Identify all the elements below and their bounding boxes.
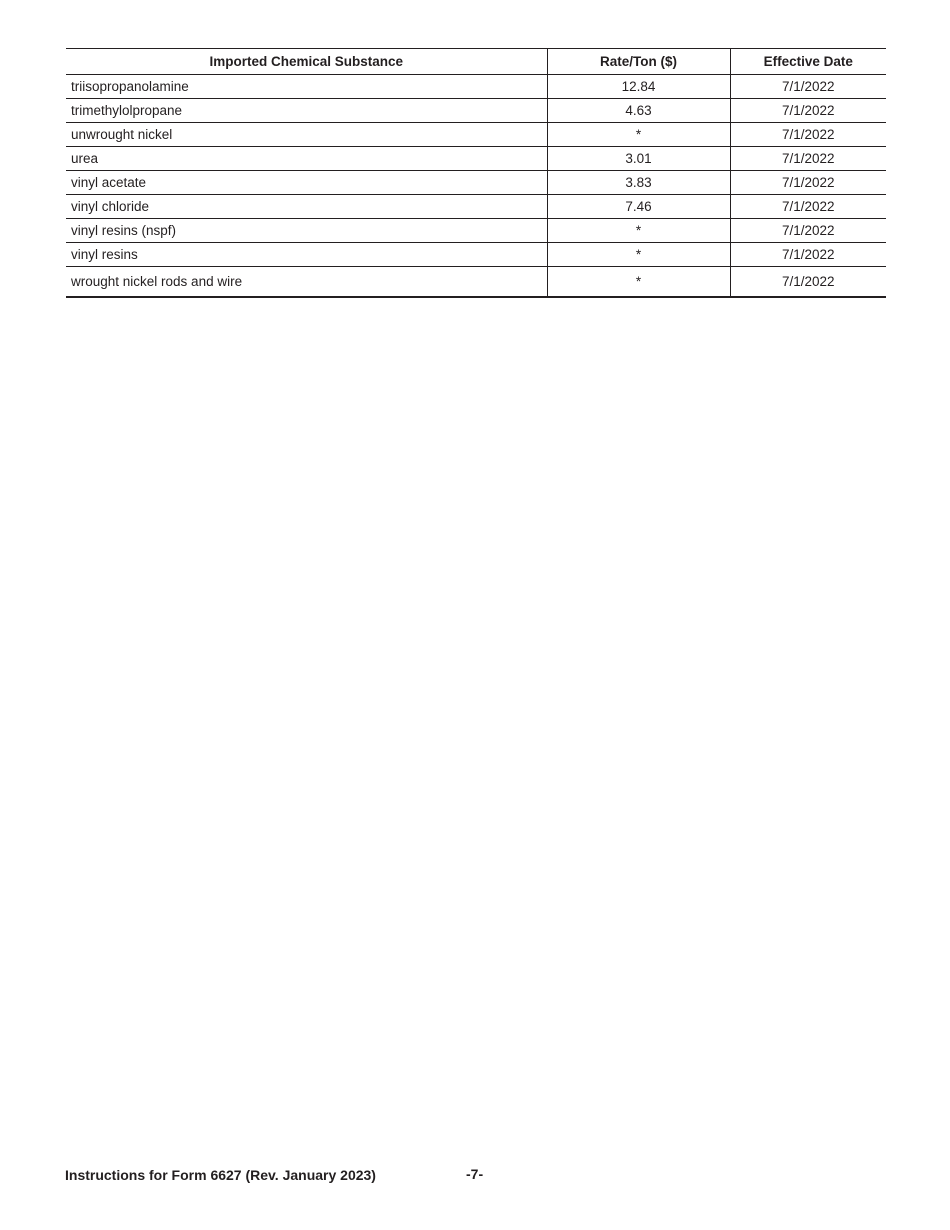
cell-effective-date: 7/1/2022 [730, 171, 886, 195]
cell-rate: * [547, 267, 730, 297]
table-row [66, 219, 886, 243]
cell-rate: 12.84 [547, 75, 730, 99]
cell-substance: unwrought nickel [66, 123, 547, 147]
chemical-rate-table [66, 48, 886, 298]
cell-substance: wrought nickel rods and wire [66, 267, 547, 297]
cell-rate: 3.01 [547, 147, 730, 171]
cell-rate: 7.46 [547, 195, 730, 219]
cell-effective-date: 7/1/2022 [730, 195, 886, 219]
table-row [66, 171, 886, 195]
header-rate: Rate/Ton ($) [547, 49, 730, 75]
cell-substance: trimethylolpropane [66, 99, 547, 123]
table-row [66, 147, 886, 171]
cell-effective-date: 7/1/2022 [730, 219, 886, 243]
table-header-row [66, 49, 886, 75]
header-effective-date: Effective Date [730, 49, 886, 75]
cell-effective-date: 7/1/2022 [730, 123, 886, 147]
table-row [66, 75, 886, 99]
cell-rate: 3.83 [547, 171, 730, 195]
cell-rate: * [547, 123, 730, 147]
footer-form-title: Instructions for Form 6627 (Rev. January 2023) [65, 1167, 376, 1183]
table-row [66, 243, 886, 267]
cell-substance: vinyl resins [66, 243, 547, 267]
header-substance: Imported Chemical Substance [66, 49, 547, 75]
cell-substance: vinyl acetate [66, 171, 547, 195]
cell-rate: * [547, 243, 730, 267]
cell-substance: triisopropanolamine [66, 75, 547, 99]
page-number: -7- [466, 1166, 484, 1182]
cell-rate: 4.63 [547, 99, 730, 123]
table-row [66, 195, 886, 219]
cell-effective-date: 7/1/2022 [730, 99, 886, 123]
cell-substance: vinyl chloride [66, 195, 547, 219]
cell-effective-date: 7/1/2022 [730, 267, 886, 297]
table-row [66, 123, 886, 147]
cell-substance: vinyl resins (nspf) [66, 219, 547, 243]
cell-effective-date: 7/1/2022 [730, 147, 886, 171]
table-row [66, 99, 886, 123]
cell-rate: * [547, 219, 730, 243]
cell-effective-date: 7/1/2022 [730, 75, 886, 99]
cell-effective-date: 7/1/2022 [730, 243, 886, 267]
table-row [66, 267, 886, 297]
cell-substance: urea [66, 147, 547, 171]
